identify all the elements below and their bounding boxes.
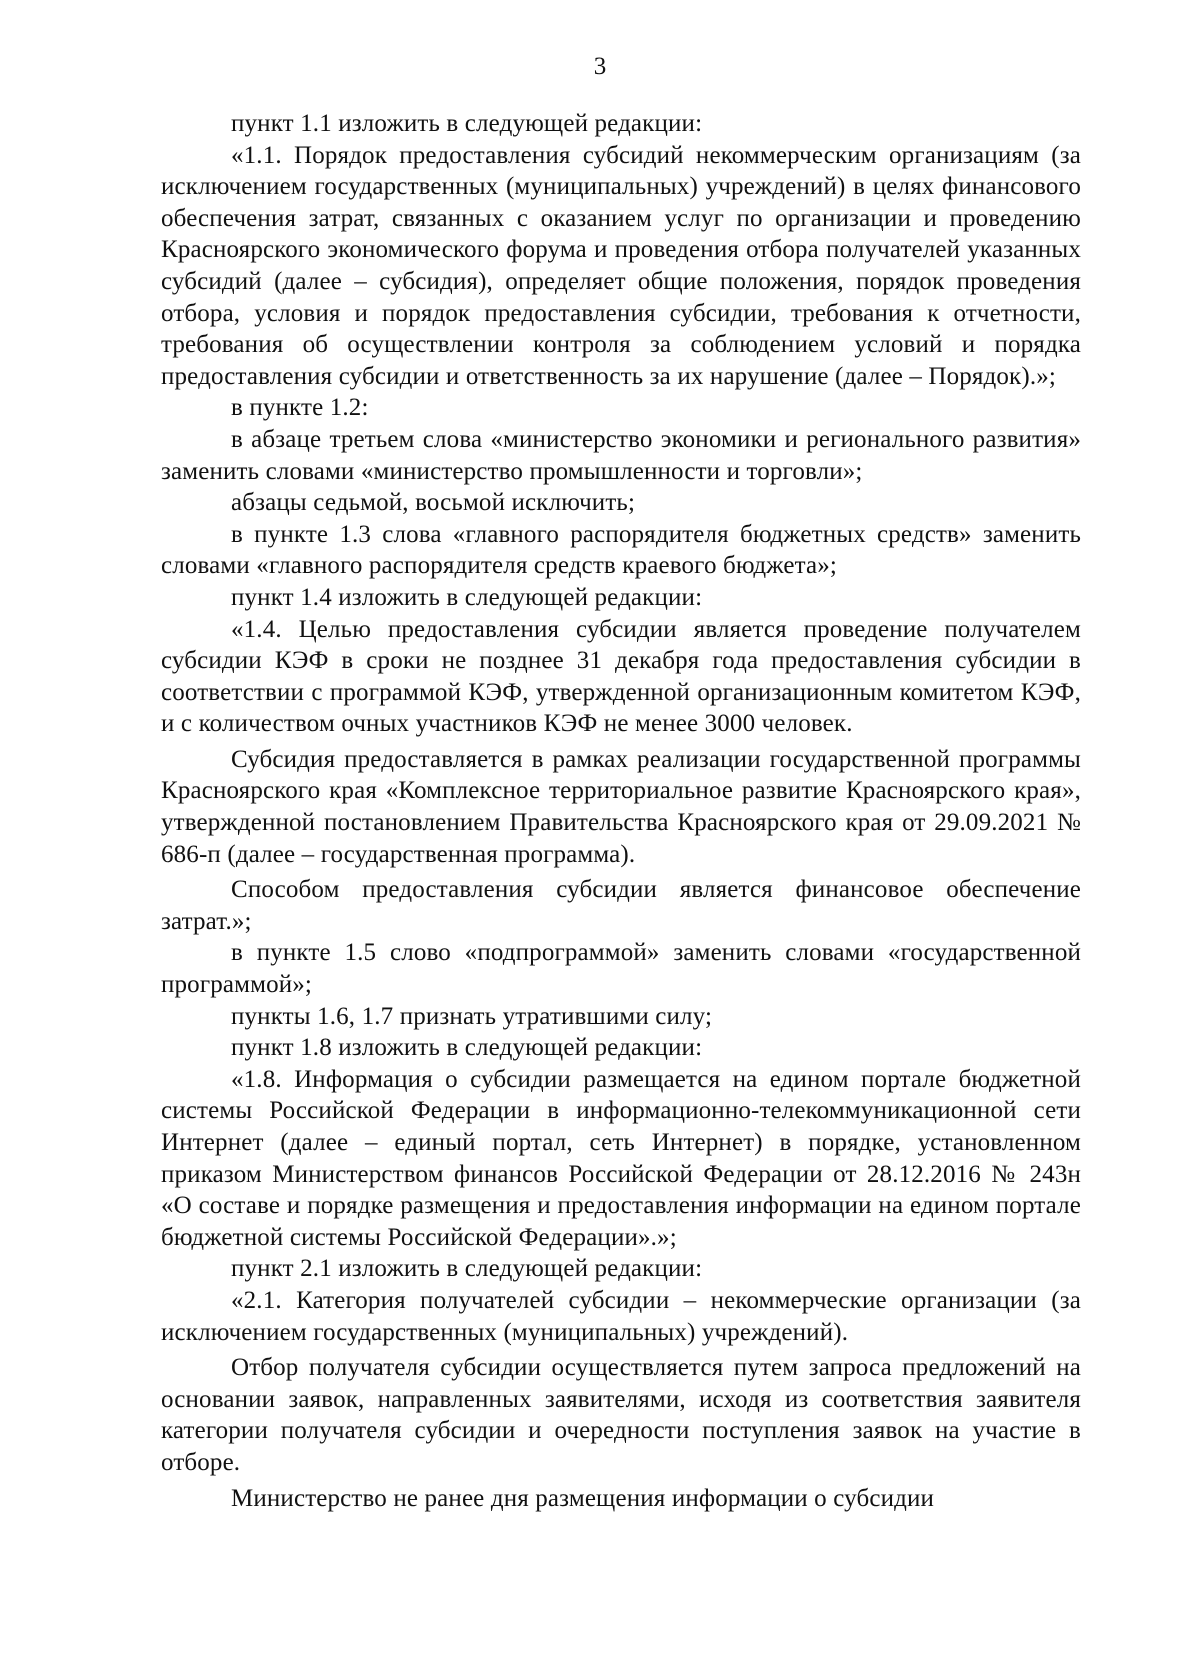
- paragraph: пункт 1.4 изложить в следующей редакции:: [231, 583, 703, 611]
- paragraph: Отбор получателя субсидии осуществляется путем запроса предложений на основании заявок, направленных заявителями, исходя из соответствия заявителя категории получателя субсидии и очередности поступления заявок на участие в отборе.: [161, 1354, 1081, 1476]
- paragraph: «2.1. Категория получателей субсидии – некоммерческие организации (за исключением государственных (муниципальных) учреждений).: [161, 1286, 1081, 1346]
- paragraph: «1.8. Информация о субсидии размещается на едином портале бюджетной системы Российской Федерации в информационно-телекоммуникационной сети Интернет (далее – единый портал, сеть Интернет) в порядке, установленном приказом Министерством финансов Российской Федерации от 28.12.2016 № 243н «О составе и порядке размещения и предоставления информации на едином портале бюджетной системы Российской Федерации».»;: [161, 1065, 1081, 1251]
- paragraph: «1.1. Порядок предоставления субсидий некоммерческим организациям (за исключением государственных (муниципальных) учреждений) в целях финансового обеспечения затрат, связанных с оказанием услуг по организации и проведению Красноярского экономического форума и проведения отбора получателей указанных субсидий (далее – субсидия), определяет общие положения, порядок проведения отбора, условия и порядок предоставления субсидии, требования к отчетности, требования об осуществлении контроля за соблюдением условий и порядка предоставления субсидии и ответственность за их нарушение (далее – Порядок).»;: [161, 141, 1081, 390]
- paragraph: в абзаце третьем слова «министерство экономики и регионального развития» заменить словами «министерство промышленности и торговли»;: [161, 425, 1081, 485]
- paragraph: абзацы седьмой, восьмой исключить;: [231, 489, 636, 517]
- paragraph: Министерство не ранее дня размещения информации о субсидии: [231, 1484, 935, 1512]
- paragraph: пункт 2.1 изложить в следующей редакции:: [231, 1255, 703, 1283]
- paragraph: Субсидия предоставляется в рамках реализации государственной программы Красноярского края «Комплексное территориальное развитие Красноярского края», утвержденной постановлением Правительства Красноярского края от 29.09.2021 № 686-п (далее – государственная программа).: [161, 745, 1081, 868]
- paragraph: в пункте 1.3 слова «главного распорядителя бюджетных средств» заменить словами «главного распорядителя средств краевого бюджета»;: [161, 520, 1081, 580]
- page-number: 3: [593, 53, 607, 80]
- paragraph: в пункте 1.2:: [231, 394, 369, 422]
- document-body: [161, 108, 1081, 1514]
- paragraph: пункт 1.1 изложить в следующей редакции:: [231, 110, 703, 137]
- paragraph: пункт 1.8 изложить в следующей редакции:: [231, 1034, 703, 1062]
- paragraph: в пункте 1.5 слово «подпрограммой» заменить словами «государственной программой»;: [161, 939, 1081, 999]
- paragraph: пункты 1.6, 1.7 признать утратившими силу;: [231, 1002, 713, 1030]
- paragraph: «1.4. Целью предоставления субсидии является проведение получателем субсидии КЭФ в сроки не позднее 31 декабря года предоставления субсидии в соответствии с программой КЭФ, утвержденной организационным комитетом КЭФ, и с количеством очных участников КЭФ не менее 3000 человек.: [161, 615, 1081, 738]
- paragraph: Способом предоставления субсидии является финансовое обеспечение затрат.»;: [161, 876, 1081, 935]
